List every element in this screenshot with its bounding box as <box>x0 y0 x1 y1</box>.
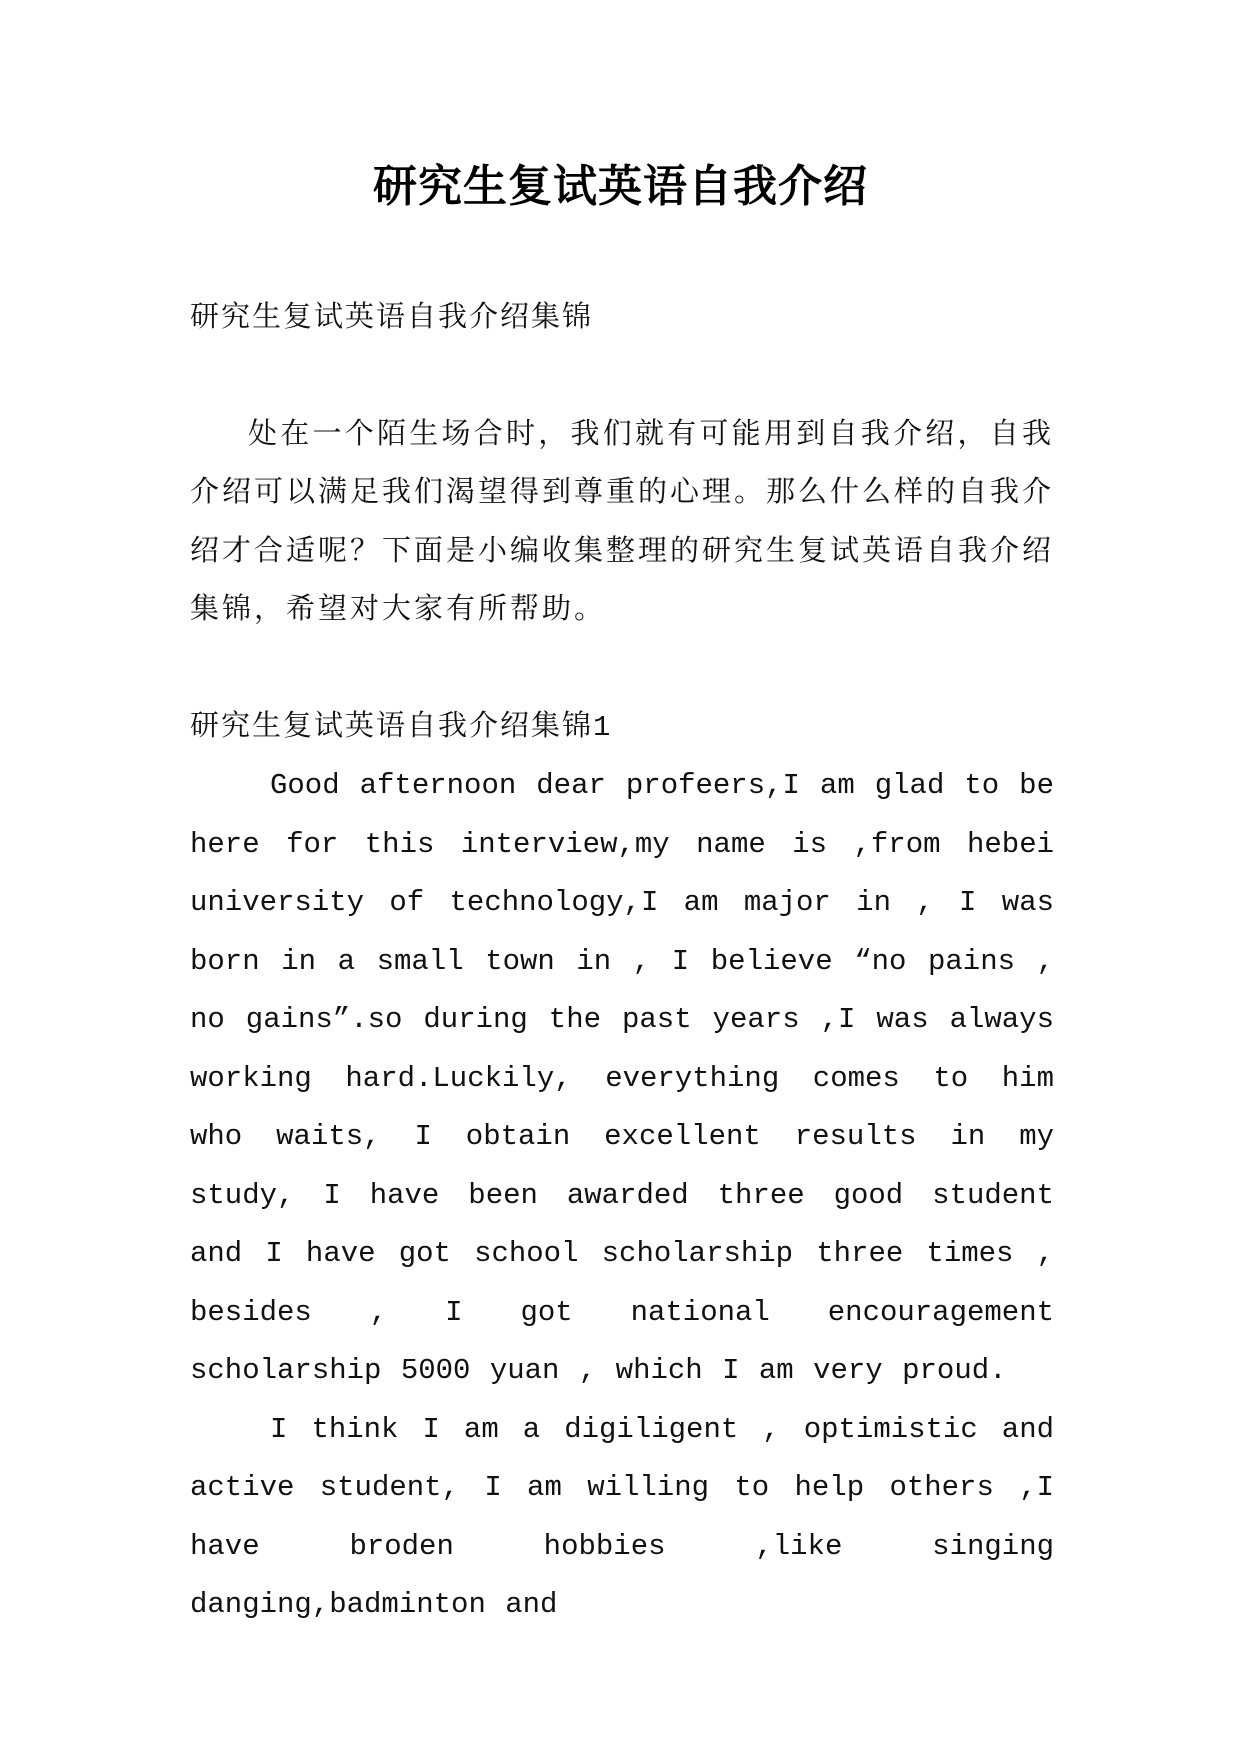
intro-paragraph: 处在一个陌生场合时，我们就有可能用到自我介绍，自我介绍可以满足我们渴望得到尊重的心理。那么什么样的自我介绍才合适呢？下面是小编收集整理的研究生复试英语自我介绍集锦，希望对大家有所帮助。 <box>190 418 1055 627</box>
document-subtitle: 研究生复试英语自我介绍集锦 <box>190 302 594 335</box>
document-title: 研究生复试英语自我介绍 <box>373 161 868 212</box>
english-paragraph-1: Good afternoon dear profeers,I am glad to be here for this interview,my name is ,from hebei university of technology,I am major in , I was born in a small town in , I believe “no pains , no gains”.so during the past years ,I was always working hard.Luckily, everything comes to him who waits, I obtain excellent results in my study, I have been awarded three good student and I have got school scholarship three times , besides , I got national encouragement scholarship 5000 yuan , which I am very proud. <box>190 769 1054 1387</box>
english-paragraph-2: I think I am a digiligent , optimistic and active student, I am willing to help others ,I have broden hobbies ,like singing danging,badminton and <box>190 1412 1054 1621</box>
section-heading: 研究生复试英语自我介绍集锦1 <box>190 710 613 744</box>
document-body <box>190 290 1054 1635</box>
